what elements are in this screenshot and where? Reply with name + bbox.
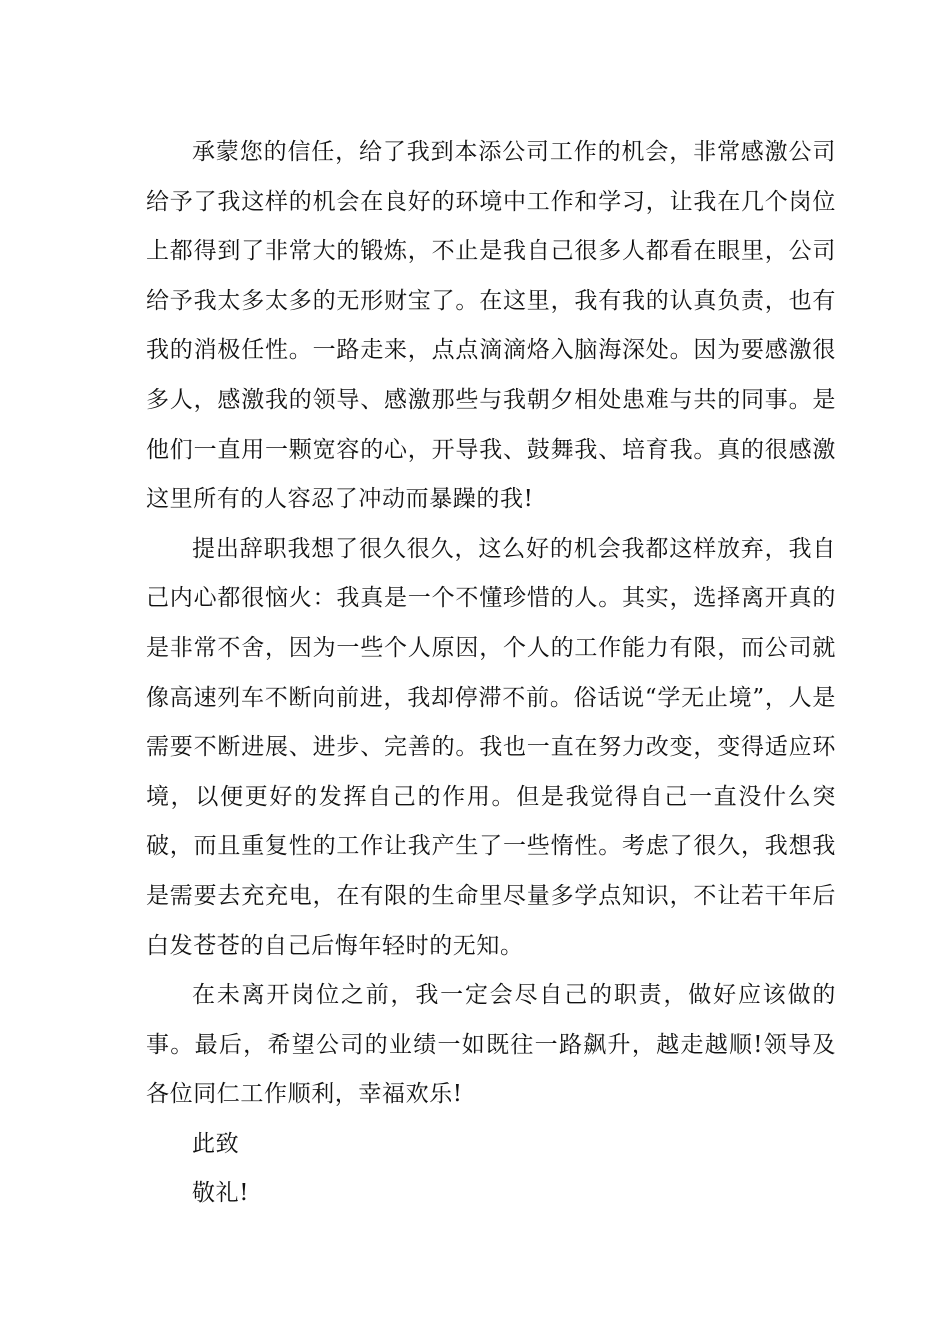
paragraph-gratitude: 承蒙您的信任，给了我到本添公司工作的机会，非常感激公司给予了我这样的机会在良好的环境中工作和学习，让我在几个岗位上都得到了非常大的锻炼，不止是我自己很多人都看在眼里，公司给予我太多太多的无形财宝了。在这里，我有我的认真负责，也有我的消极任性。一路走来，点点滴滴烙入脑海深处。因为要感激很多人，感激我的领导、感激那些与我朝夕相处患难与共的同事。是他们一直用一颗宽容的心，开导我、鼓舞我、培育我。真的很感激这里所有的人容忍了冲动而暴躁的我! (146, 139, 836, 513)
closing-regards: 敬礼! (192, 1180, 250, 1207)
letter-body (146, 128, 836, 1219)
paragraph-final-wishes: 在未离开岗位之前，我一定会尽自己的职责，做好应该做的事。最后，希望公司的业绩一如既往一路飙升，越走越顺!领导及各位同仁工作顺利，幸福欢乐! (146, 982, 836, 1108)
paragraph-resignation-reason: 提出辞职我想了很久很久，这么好的机会我都这样放弃，我自己内心都很恼火：我真是一个不懂珍惜的人。其实，选择离开真的是非常不舍，因为一些个人原因，个人的工作能力有限，而公司就像高速列车不断向前进，我却停滞不前。俗话说“学无止境”，人是需要不断进展、进步、完善的。我也一直在努力改变，变得适应环境，以便更好的发挥自己的作用。但是我觉得自己一直没什么突破，而且重复性的工作让我产生了一些惰性。考虑了很久，我想我是需要去充充电，在有限的生命里尽量多学点知识，不让若干年后白发苍苍的自己后悔年轻时的无知。 (146, 535, 836, 959)
closing-salutation: 此致 (192, 1130, 240, 1157)
